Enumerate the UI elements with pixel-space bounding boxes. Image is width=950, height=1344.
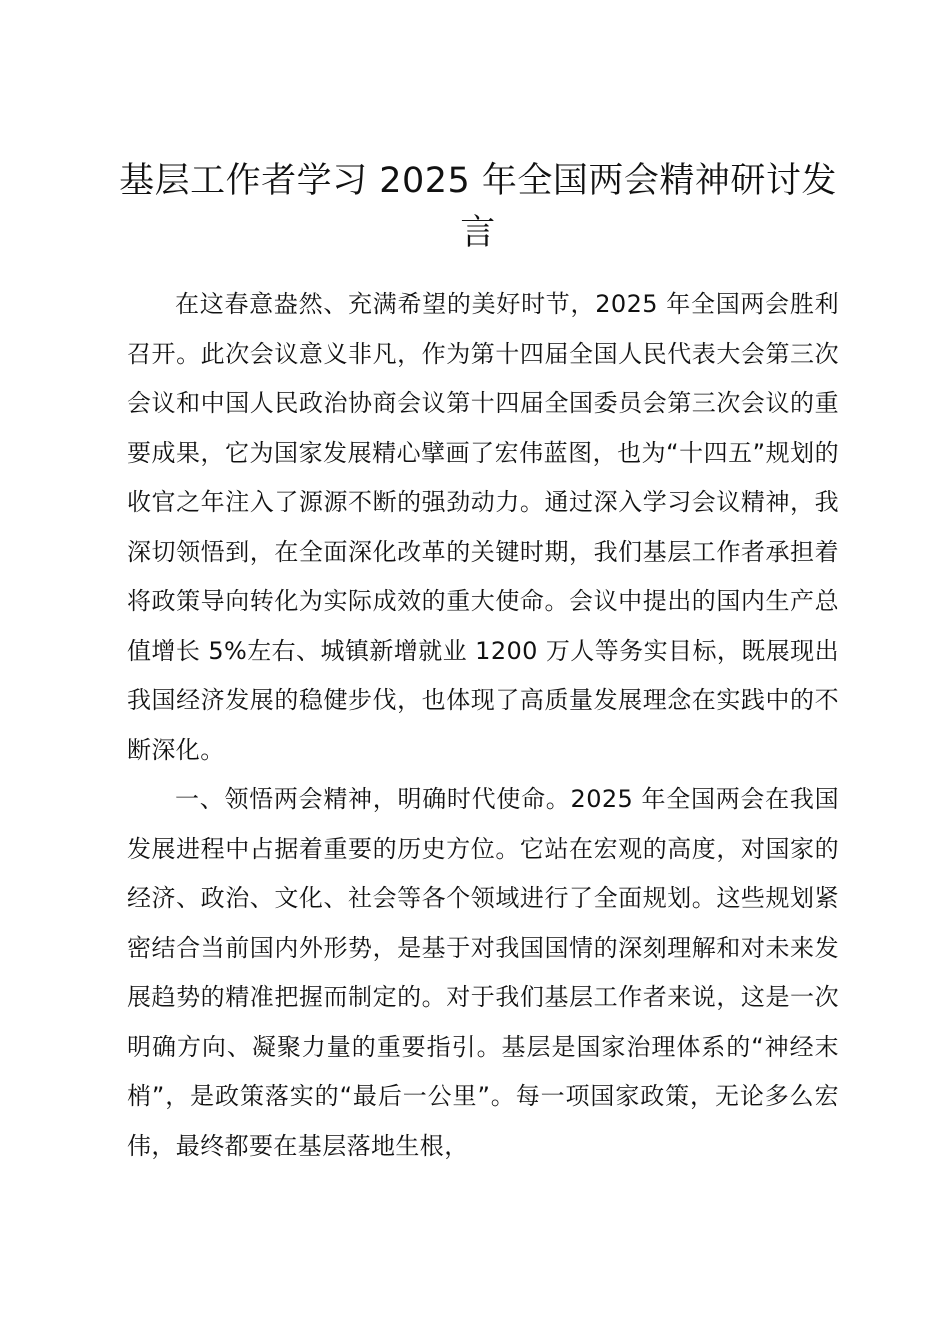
document-title: 基层工作者学习 2025 年全国两会精神研讨发言 [119,161,837,253]
document-body [127,280,839,1171]
paragraph-intro: 在这春意盎然、充满希望的美好时节，2025 年全国两会胜利召开。此次会议意义非凡，作为第十四届全国人民代表大会第三次会议和中国人民政治协商会议第十四届全国委员会第三次会议的重要成果，它为国家发展精心擘画了宏伟蓝图，也为“十四五”规划的收官之年注入了源源不断的强劲动力。通过深入学习会议精神，我深切领悟到，在全面深化改革的关键时期，我们基层工作者承担着将政策导向转化为实际成效的重大使命。会议中提出的国内生产总值增长 5%左右、城镇新增就业 1200 万人等务实目标，既展现出我国经济发展的稳健步伐，也体现了高质量发展理念在实践中的不断深化。 [127,290,839,764]
paragraph-section-one: 一、领悟两会精神，明确时代使命。2025 年全国两会在我国发展进程中占据着重要的历史方位。它站在宏观的高度，对国家的经济、政治、文化、社会等各个领域进行了全面规划。这些规划紧密结合当前国内外形势，是基于对我国国情的深刻理解和对未来发展趋势的精准把握而制定的。对于我们基层工作者来说，这是一次明确方向、凝聚力量的重要指引。基层是国家治理体系的“神经末梢”，是政策落实的“最后一公里”。每一项国家政策，无论多么宏伟，最终都要在基层落地生根， [127,785,839,1160]
